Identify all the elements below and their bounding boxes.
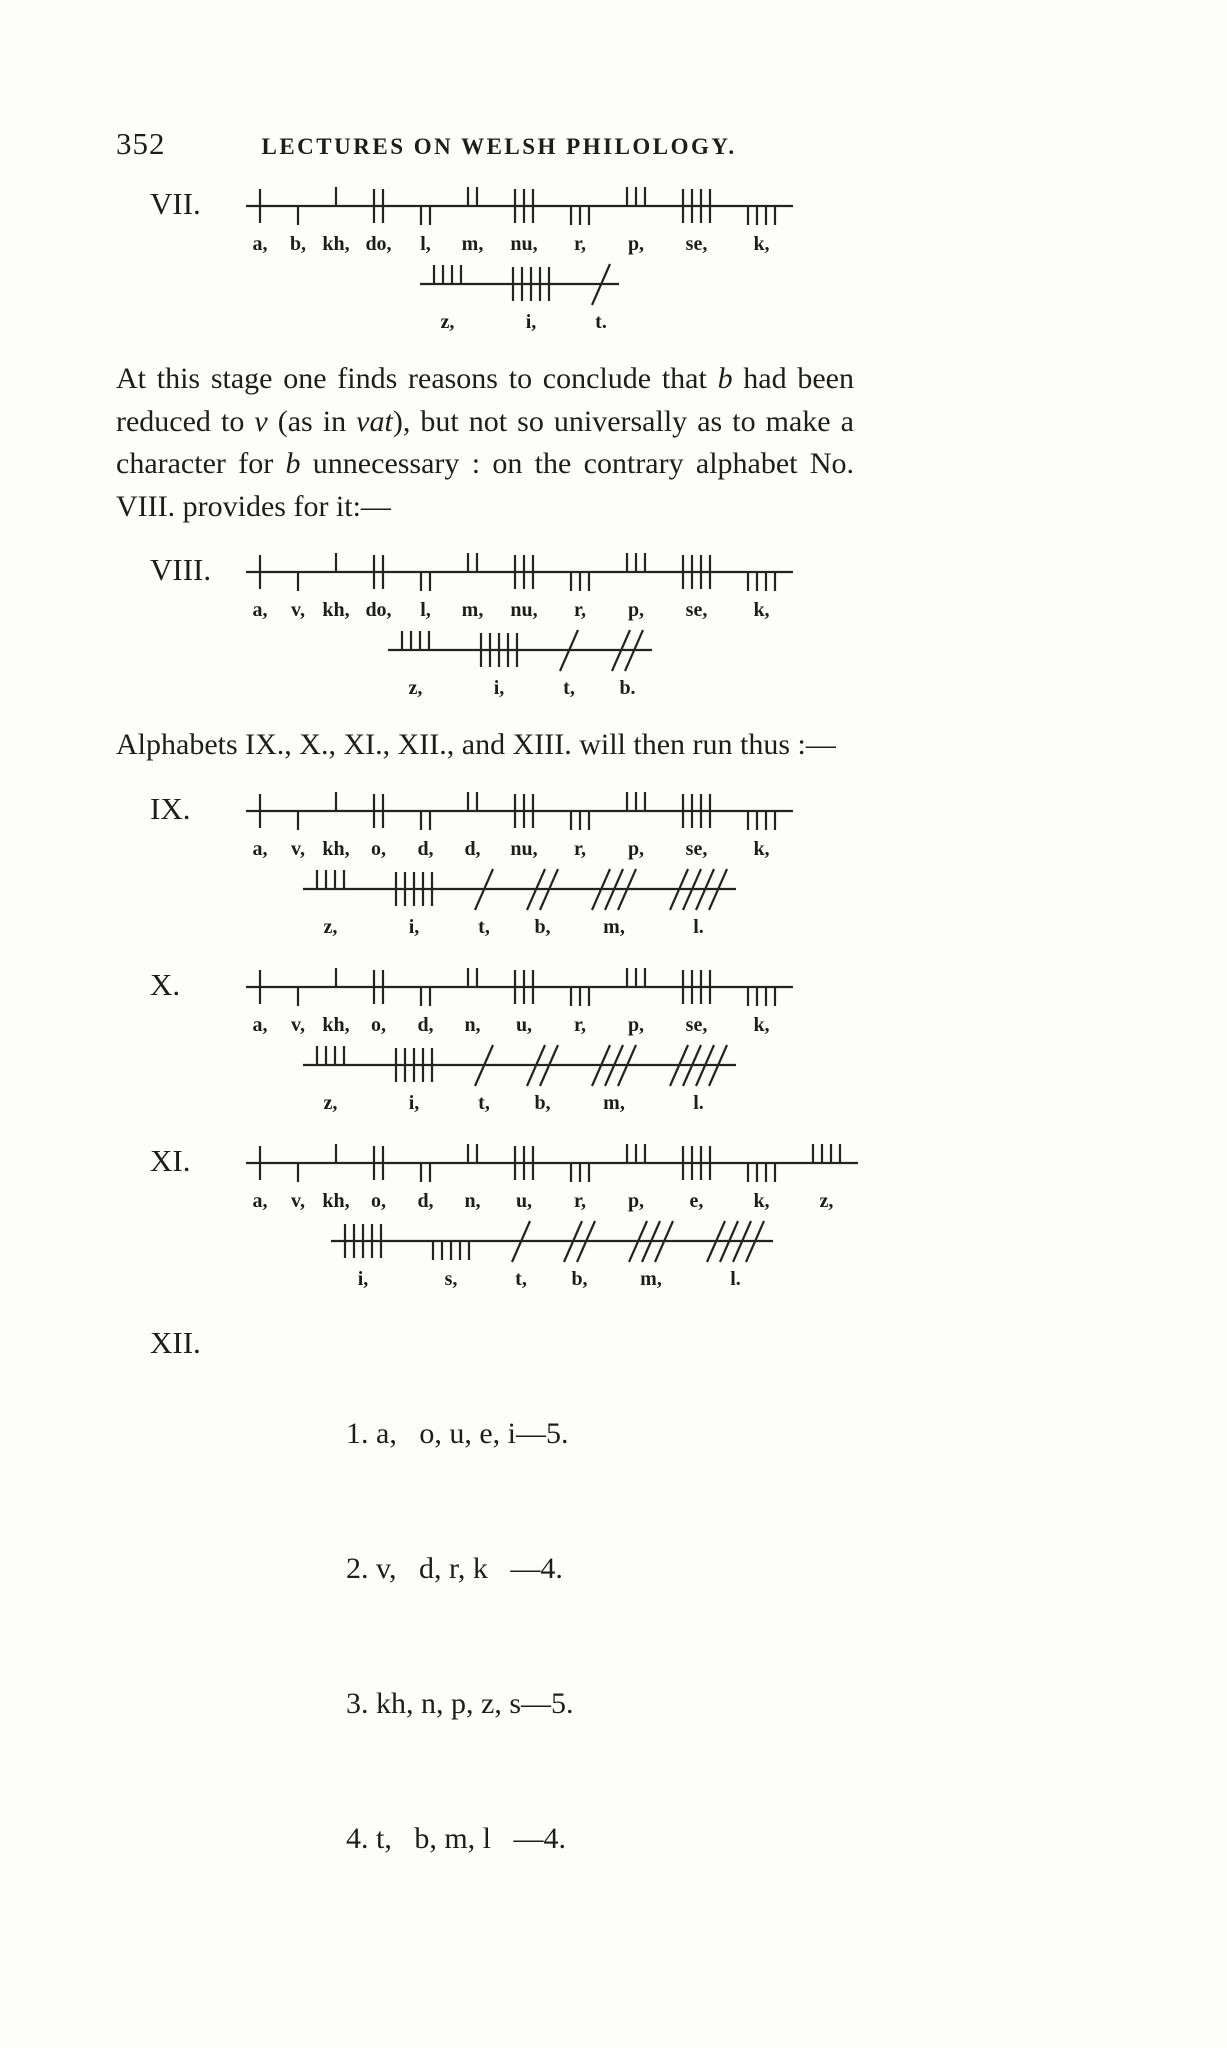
text-run: Alphabets IX., X., XI., XII., and XIII. will then run thus :— — [116, 728, 836, 762]
svg-text:se,: se, — [685, 233, 708, 255]
svg-text:p,: p, — [627, 1013, 645, 1036]
alphabet-rows — [246, 1139, 858, 1295]
page-number: 352 — [116, 126, 166, 161]
ogham-stroke-row — [246, 548, 793, 626]
svg-text:s,: s, — [444, 1267, 458, 1290]
alphabet-numeral: XII. — [150, 1324, 201, 1360]
alphabet-rows — [246, 787, 793, 943]
alphabet-xii-lines — [346, 1321, 574, 1951]
svg-text:m,: m, — [461, 599, 484, 622]
ogham-stroke-row — [246, 963, 793, 1041]
svg-text:p,: p, — [627, 1189, 645, 1212]
page-header — [0, 0, 1227, 162]
alphabet-viii-slot — [0, 548, 1227, 704]
text-run: had been reduced to — [116, 362, 854, 438]
svg-text:n,: n, — [464, 1189, 481, 1212]
svg-text:se,: se, — [685, 837, 708, 860]
text-run: ), but not so universally as to make a character for — [116, 404, 854, 481]
svg-text:u,: u, — [515, 1013, 533, 1036]
text-run: unnecessary : on the contrary alphabet No. VIII. provides for it:— — [116, 447, 854, 523]
svg-text:p,: p, — [627, 837, 645, 860]
alphabet-xii-line: 2. v, d, r, k —4. — [346, 1551, 563, 1585]
svg-text:i,: i, — [408, 915, 420, 938]
svg-text:b,: b, — [534, 915, 551, 938]
svg-text:k,: k, — [753, 599, 770, 622]
ogham-stroke-row — [388, 626, 652, 704]
svg-text:nu,: nu, — [510, 233, 538, 255]
ogham-stroke-row — [246, 787, 793, 865]
running-title: LECTURES ON WELSH PHILOLOGY. — [261, 134, 737, 159]
svg-text:v,: v, — [291, 1013, 305, 1036]
alphabet-viii — [150, 548, 1227, 704]
svg-text:t.: t. — [595, 311, 607, 333]
text-run: At this stage one finds reasons to conclude that — [116, 362, 718, 395]
svg-text:kh,: kh, — [322, 1189, 350, 1212]
svg-text:v,: v, — [291, 599, 305, 622]
svg-text:b,: b, — [571, 1267, 588, 1290]
svg-text:l.: l. — [693, 1091, 704, 1114]
alphabet-xi — [150, 1139, 1227, 1295]
svg-text:d,: d, — [417, 837, 434, 860]
svg-text:r,: r, — [573, 233, 587, 255]
svg-text:k,: k, — [753, 1013, 770, 1036]
svg-text:i,: i, — [408, 1091, 420, 1114]
ogham-stroke-row — [420, 260, 619, 338]
svg-text:a,: a, — [252, 233, 268, 255]
svg-text:t,: t, — [515, 1267, 527, 1290]
alphabet-numeral: X. — [150, 966, 181, 1002]
alphabet-rows — [246, 548, 793, 704]
svg-text:i,: i, — [493, 677, 505, 700]
svg-text:t,: t, — [478, 915, 490, 938]
svg-text:o,: o, — [371, 1189, 386, 1212]
alphabet-numeral: VII. — [150, 186, 201, 221]
alphabet-x — [150, 963, 1227, 1119]
text-run: (as in — [267, 404, 357, 438]
ogham-stroke-row — [331, 1217, 773, 1295]
italic-text: v — [254, 404, 268, 438]
svg-text:k,: k, — [753, 1189, 770, 1212]
svg-text:z,: z, — [323, 1091, 338, 1114]
alphabet-numeral: VIII. — [150, 552, 212, 588]
svg-text:kh,: kh, — [322, 599, 350, 622]
italic-text: b — [285, 447, 301, 481]
alphabet-numeral: XI. — [150, 1142, 191, 1178]
svg-text:m,: m, — [603, 915, 625, 938]
svg-text:t,: t, — [563, 677, 575, 700]
svg-text:se,: se, — [685, 1013, 708, 1036]
svg-text:m,: m, — [640, 1267, 662, 1290]
svg-text:d,: d, — [464, 837, 481, 860]
svg-text:n,: n, — [464, 1013, 481, 1036]
alphabet-xi-slot — [0, 1139, 1227, 1295]
svg-text:do,: do, — [365, 599, 392, 622]
svg-text:o,: o, — [371, 1013, 386, 1036]
svg-text:kh,: kh, — [322, 837, 350, 860]
svg-text:t,: t, — [478, 1091, 490, 1114]
alphabet-xii — [150, 1321, 1227, 1951]
svg-text:p,: p, — [627, 599, 645, 622]
svg-text:a,: a, — [252, 837, 268, 860]
svg-text:nu,: nu, — [510, 837, 538, 860]
svg-text:z,: z, — [408, 677, 423, 700]
svg-text:a,: a, — [252, 1013, 268, 1036]
svg-text:se,: se, — [685, 599, 708, 622]
svg-text:l,: l, — [420, 599, 431, 622]
paragraph-1 — [116, 358, 854, 528]
svg-text:i,: i, — [357, 1267, 369, 1290]
svg-text:e,: e, — [689, 1189, 704, 1212]
ogham-stroke-row — [246, 182, 793, 260]
alphabet-xii-line: 4. t, b, m, l —4. — [346, 1821, 567, 1855]
svg-text:u,: u, — [515, 1189, 533, 1212]
svg-text:l,: l, — [420, 233, 431, 255]
svg-text:z,: z, — [819, 1189, 834, 1212]
svg-text:l.: l. — [693, 915, 704, 938]
italic-text: vat — [356, 404, 393, 438]
svg-text:r,: r, — [573, 1013, 587, 1036]
svg-text:z,: z, — [323, 915, 338, 938]
svg-text:k,: k, — [753, 837, 770, 860]
ogham-stroke-row — [303, 1041, 736, 1119]
svg-text:a,: a, — [252, 1189, 268, 1212]
alphabet-vii-slot — [0, 182, 1227, 338]
svg-text:k,: k, — [753, 233, 770, 255]
alphabet-rows — [246, 182, 793, 338]
svg-text:a,: a, — [252, 599, 268, 622]
ogham-stroke-row — [246, 1139, 858, 1217]
svg-text:o,: o, — [371, 837, 386, 860]
alphabet-x-slot — [0, 963, 1227, 1119]
svg-text:r,: r, — [573, 837, 587, 860]
svg-text:v,: v, — [291, 1189, 305, 1212]
ogham-stroke-row — [303, 865, 736, 943]
svg-text:r,: r, — [573, 599, 587, 622]
alphabet-vii — [150, 182, 1227, 338]
paragraph-2 — [116, 724, 854, 767]
svg-text:l.: l. — [730, 1267, 741, 1290]
svg-text:d,: d, — [417, 1013, 434, 1036]
svg-text:b,: b, — [534, 1091, 551, 1114]
alphabet-xii-line: 3. kh, n, p, z, s—5. — [346, 1686, 574, 1720]
svg-text:b.: b. — [619, 677, 636, 700]
svg-text:do,: do, — [365, 233, 392, 255]
svg-text:m,: m, — [461, 233, 484, 255]
alphabet-rows — [246, 963, 793, 1119]
svg-text:d,: d, — [417, 1189, 434, 1212]
alphabet-ix — [150, 787, 1227, 943]
svg-text:v,: v, — [291, 837, 305, 860]
svg-text:z,: z, — [440, 311, 455, 333]
svg-text:b,: b, — [289, 233, 307, 255]
svg-text:r,: r, — [573, 1189, 587, 1212]
alphabet-xii-line: 1. a, o, u, e, i—5. — [346, 1416, 569, 1450]
alphabet-ix-slot — [0, 787, 1227, 943]
svg-text:kh,: kh, — [322, 233, 350, 255]
svg-text:p,: p, — [627, 233, 645, 255]
svg-text:nu,: nu, — [510, 599, 538, 622]
svg-text:m,: m, — [603, 1091, 625, 1114]
alphabet-numeral: IX. — [150, 790, 191, 826]
svg-text:i,: i, — [525, 311, 537, 333]
svg-text:kh,: kh, — [322, 1013, 350, 1036]
italic-text: b — [717, 362, 733, 395]
